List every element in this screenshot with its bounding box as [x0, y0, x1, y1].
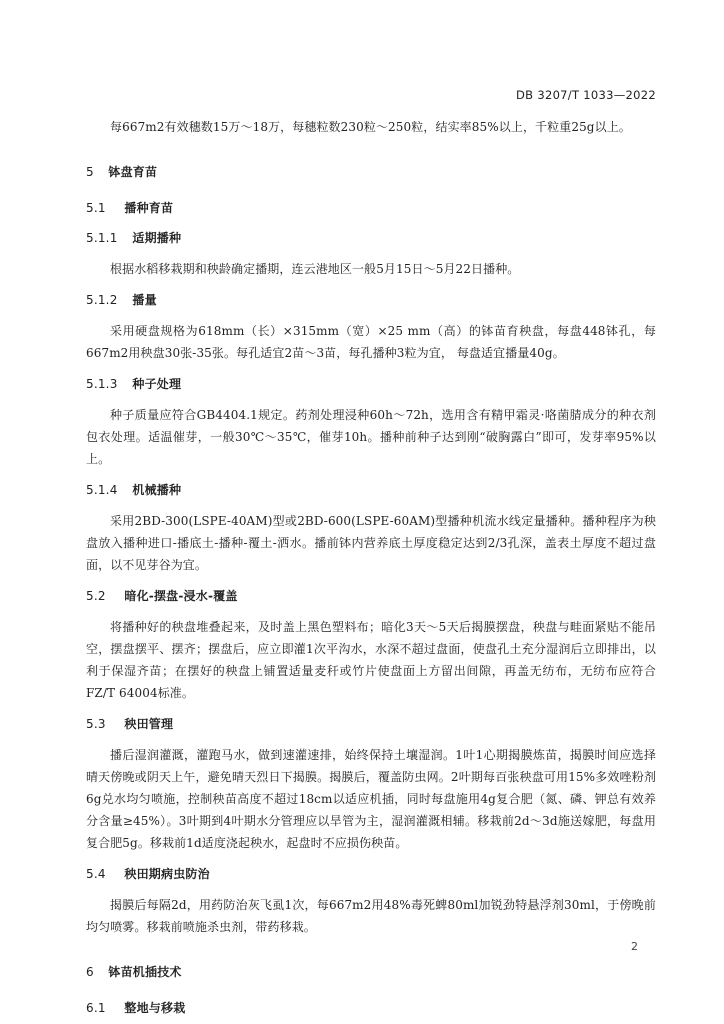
- heading-title: 机械播种: [132, 483, 182, 497]
- heading-title: 播种育苗: [124, 201, 174, 215]
- heading-section-5: [86, 162, 656, 182]
- paragraph-nursery-management: 播后湿润灌溉，灌跑马水，做到速灌速排，始终保持土壤湿润。1叶1心期揭膜炼苗，揭膜时间应选择晴天傍晚或阴天上午，避免晴天烈日下揭膜。揭膜后，覆盖防虫网。2叶期每百张秧盘可用15%多效唑粉剂6g兑水均匀喷施，控制秧苗高度不超过18cm以适应机插，同时每盘施用4g复合肥（氮、磷、钾总有效养分含量≥45%）。3叶期到4叶期水分管理应以旱管为主，湿润灌溉相辅。移栽前2d～3d施送嫁肥，每盘用复合肥5g。移栽前1d适度浇起秧水，起盘时不应损伤秧苗。: [86, 748, 656, 850]
- paragraph-pest-control: 揭膜后每隔2d，用药防治灰飞虱1次，每667m2用48%毒死蜱80ml加锐劲特悬浮剂30ml，于傍晚前均匀喷雾。移栽前喷施杀虫剂，带药移栽。: [86, 898, 656, 934]
- heading-title: 钵盘育苗: [108, 165, 158, 179]
- document-body: [86, 116, 656, 1018]
- heading-number: 5.1.1: [86, 231, 118, 245]
- paragraph-seeding-rate: 采用硬盘规格为618mm（长）×315mm（宽）×25 mm（高）的钵苗育秧盘，每盘448钵孔，每667m2用秧盘30张-35张。每孔适宜2苗～3苗，每孔播种3粒为宜， 每盘适宜播量40g。: [86, 324, 656, 360]
- paragraph-yield-targets: 每667m2有效穗数15万～18万，每穗粒数230粒～250粒，结实率85%以上，千粒重25g以上。: [110, 120, 631, 134]
- heading-section-5-4: [86, 864, 656, 884]
- heading-section-6-1: [86, 998, 656, 1018]
- heading-section-5-2: [86, 586, 656, 606]
- paragraph-darkening-covering: 将播种好的秧盘堆叠起来，及时盖上黑色塑料布；暗化3天～5天后揭膜摆盘，秧盘与畦面紧贴不能吊空，摆盘摆平、摆齐；摆盘后，应立即灌1次平沟水，水深不超过盘面，使盘孔土充分湿润后立即排出，以利于保湿齐苗；在摆好的秧盘上铺置适量麦秆或竹片使盘面上方留出间隙，再盖无纺布，无纺布应符合FZ/T 64004标准。: [86, 620, 656, 700]
- heading-section-5-1-3: [86, 374, 656, 394]
- paragraph-mechanical-sowing: 采用2BD-300(LSPE-40AM)型或2BD-600(LSPE-60AM)型播种机流水线定量播种。播种程序为秧盘放入播种进口-播底土-播种-覆土-洒水。播前钵内营养底土厚度稳定达到2/3孔深，盖表土厚度不超过盘面，以不见芽谷为宜。: [86, 514, 656, 572]
- heading-number: 5.1.4: [86, 483, 118, 497]
- document-code: DB 3207/T 1033—2022: [516, 88, 656, 102]
- paragraph-sowing-date: 根据水稻移栽期和秧龄确定播期，连云港地区一般5月15日～5月22日播种。: [110, 262, 520, 276]
- heading-title: 整地与移栽: [124, 1001, 186, 1015]
- heading-title: 播量: [132, 293, 157, 307]
- heading-section-5-1-4: [86, 480, 656, 500]
- heading-number: 5.1.3: [86, 377, 118, 391]
- heading-number: 5: [86, 165, 94, 179]
- heading-section-5-1: [86, 198, 656, 218]
- heading-number: 5.1: [86, 201, 106, 215]
- page-number: 2: [631, 940, 638, 953]
- heading-number: 5.3: [86, 717, 106, 731]
- heading-number: 6: [86, 965, 94, 979]
- heading-section-5-1-1: [86, 228, 656, 248]
- heading-section-5-3: [86, 714, 656, 734]
- heading-title: 秧田管理: [124, 717, 174, 731]
- heading-title: 钵苗机插技术: [108, 965, 182, 979]
- heading-section-5-1-2: [86, 290, 656, 310]
- heading-title: 适期播种: [132, 231, 182, 245]
- heading-number: 6.1: [86, 1001, 106, 1015]
- heading-section-6: [86, 962, 656, 982]
- paragraph-seed-treatment: 种子质量应符合GB4404.1规定。药剂处理浸种60h～72h，选用含有精甲霜灵·咯菌腈成分的种衣剂包衣处理。适温催芽，一般30℃～35℃，催芽10h。播种前种子达到刚“破胸露白”即可，发芽率95%以上。: [86, 408, 656, 466]
- heading-number: 5.4: [86, 867, 106, 881]
- heading-title: 种子处理: [132, 377, 182, 391]
- heading-number: 5.2: [86, 589, 106, 603]
- heading-title: 秧田期病虫防治: [124, 867, 210, 881]
- heading-number: 5.1.2: [86, 293, 118, 307]
- heading-title: 暗化-摆盘-浸水-覆盖: [124, 589, 238, 603]
